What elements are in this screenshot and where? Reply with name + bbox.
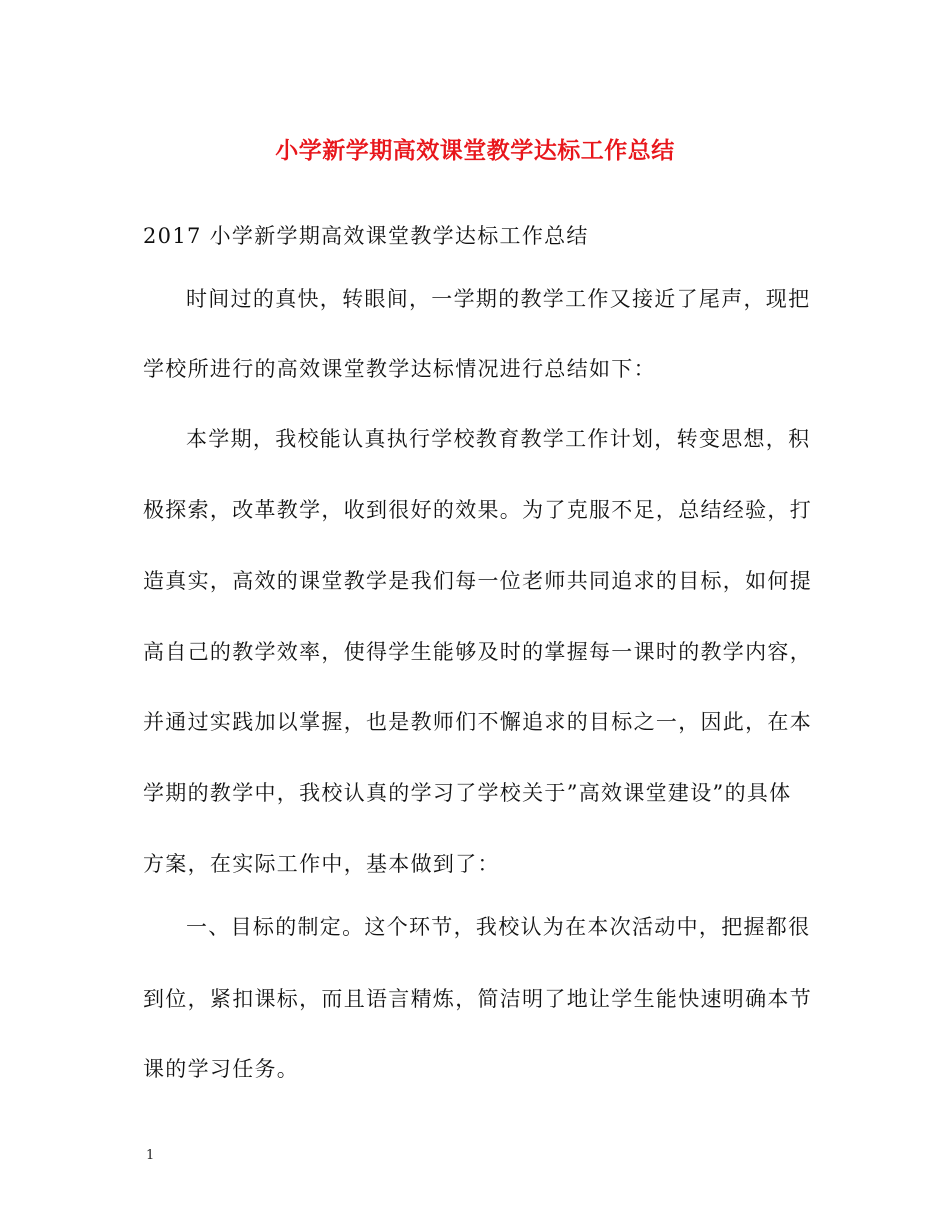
paragraph-line: 本学期，我校能认真执行学校教育教学工作计划，转变思想，积 [186,427,811,451]
paragraph-line: 造真实，高效的课堂教学是我们每一位老师共同追求的目标，如何提 [143,569,812,593]
paragraph-line: 到位，紧扣课标，而且语言精炼，简洁明了地让学生能快速明确本节 [143,987,812,1011]
paragraph-line: 学期的教学中，我校认真的学习了学校关于”高效课堂建设”的具体 [143,781,792,805]
paragraph-line: 学校所进行的高效课堂教学达标情况进行总结如下： [143,357,656,381]
paragraph-line: 方案，在实际工作中，基本做到了： [143,852,500,876]
paragraph-line: 并通过实践加以掌握，也是教师们不懈追求的目标之一，因此，在本 [143,710,812,734]
subtitle-line: 2017 小学新学期高效课堂教学达标工作总结 [143,224,589,248]
page-number: 1 [146,1148,155,1163]
document-title: 小学新学期高效课堂教学达标工作总结 [275,137,675,164]
paragraph-line: 课的学习任务。 [143,1057,300,1081]
paragraph-line: 高自己的教学效率，使得学生能够及时的掌握每一课时的教学内容， [143,640,812,664]
paragraph-line: 一、目标的制定。这个环节，我校认为在本次活动中，把握都很 [186,915,811,939]
paragraph-line: 极探索，改革教学，收到很好的效果。为了克服不足，总结经验，打 [143,498,812,522]
paragraph-line: 时间过的真快，转眼间，一学期的教学工作又接近了尾声，现把 [186,287,811,311]
